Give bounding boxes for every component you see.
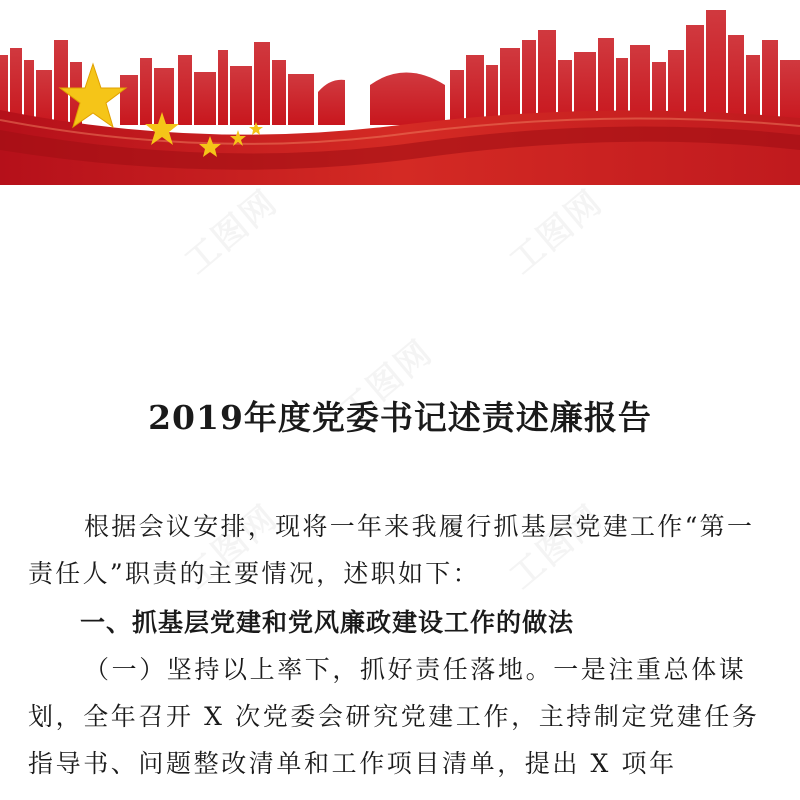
header-banner bbox=[0, 0, 800, 185]
section-heading: 一、抓基层党建和党风廉政建设工作的做法 bbox=[80, 608, 575, 637]
body-paragraph: （一）坚持以上率下，抓好责任落地。一是注重总体谋划，全年召开 X 次党委会研究党建工作，主持制定党建任务指导书、问题整改清单和工作项目清单，提出 X 项年 bbox=[28, 655, 760, 778]
document-title: 2019年度党委书记述责述廉报告 bbox=[148, 398, 652, 437]
intro-paragraph: 根据会议安排，现将一年来我履行抓基层党建工作“第一责任人”职责的主要情况，述职如下： bbox=[28, 512, 755, 588]
skyline-ribbon-illustration bbox=[0, 0, 800, 185]
city-skyline bbox=[0, 10, 800, 125]
watermark bbox=[497, 176, 611, 283]
watermark bbox=[172, 176, 286, 283]
star-icon bbox=[60, 64, 126, 127]
